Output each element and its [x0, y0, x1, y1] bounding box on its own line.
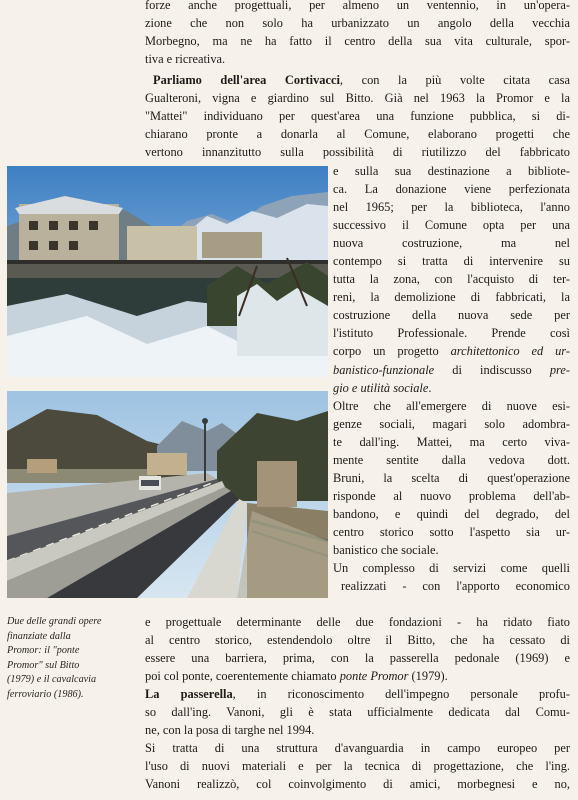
caption-line: finanziate dalla	[7, 630, 71, 642]
text-line	[333, 379, 570, 397]
text-run: di indiscusso	[434, 362, 550, 377]
text-line: Vanoni realizzò, col coinvolgimento di amici, morbegnesi e no,	[145, 777, 570, 792]
text-line: costruzione della nuova sede per	[333, 308, 570, 323]
text-line: vertono innanzitutto sulla possibilità di riutilizzo del fabbricato	[145, 145, 570, 160]
text-line	[145, 71, 570, 89]
cortivacci-rest: , con la più volte citata casa	[339, 73, 570, 87]
italic-run: pre-	[549, 362, 570, 377]
passerella-lead: La passerella	[145, 687, 233, 702]
right-column	[333, 162, 570, 595]
text-line: Si tratta di una struttura d'avanguardia in campo europeo per	[145, 741, 570, 756]
text-line: banistico che sociale.	[333, 542, 439, 557]
text-line: "Mattei" individuano per quest'area una funzione pubblica, si di-	[145, 109, 570, 124]
text-line: ca. La donazione viene perfezionata	[333, 182, 570, 197]
text-line: mente sentite dalla vedova dott.	[333, 452, 570, 467]
passerella-rest: , in riconoscimento dell'impegno personale profu-	[232, 687, 570, 702]
photo-ponte-promor	[7, 166, 328, 377]
text-line: l'uso di nuovi materiali e per la tecnica di progettazione, che l'ing.	[145, 759, 570, 774]
text-line	[333, 361, 570, 379]
text-line	[145, 667, 570, 685]
bottom-text	[145, 613, 570, 793]
text-line	[333, 342, 570, 360]
text-line: realizzati - con l'apporto economico	[341, 579, 570, 594]
text-line: e progettuale determinante delle due fondazioni - ha ridato fiato	[145, 615, 570, 629]
italic-run: banistico-funzionale	[333, 362, 435, 377]
text-line: Un complesso di servizi come quelli	[333, 561, 570, 576]
text-line: al centro storico, estendendolo oltre il Bitto, che ha cessato di	[145, 633, 570, 648]
text-run: (1979).	[408, 669, 448, 684]
text-line: Morbegno, ma ne ha fatto il centro della sua vita culturale, spor-	[145, 34, 570, 49]
intro-paragraph	[145, 0, 570, 68]
text-line: so dall'ing. Vanoni, gli è stata ufficialmente dedicata dal Comu-	[145, 705, 570, 720]
text-line: nel 1965; per la biblioteca, l'anno	[333, 200, 570, 215]
text-line: genze sociali, magari solo adombra-	[333, 416, 570, 431]
text-line	[145, 685, 570, 703]
text-line: tutta la zona, con l'acquisto di ter-	[333, 272, 570, 287]
text-line: chiarano pronte a donarla al Comune, elaborano progetti che	[145, 127, 570, 142]
text-line: reni, la demolizione di fabbricati, la	[333, 290, 570, 305]
photo-cavalcavia-image	[7, 391, 328, 598]
caption-line: Promor" sul Bitto	[7, 659, 80, 671]
photo-cavalcavia	[7, 391, 328, 598]
caption-line: (1979) e il cavalcavia	[7, 674, 97, 686]
text-line: successivo il Comune opta per una	[333, 218, 570, 233]
text-line: contempo si tratta di intervenire su	[333, 254, 570, 269]
photo-ponte-promor-image	[7, 166, 328, 377]
text-run: .	[428, 380, 432, 395]
cortivacci-paragraph	[145, 71, 570, 161]
text-line: l'istituto Professionale. Prende così	[333, 326, 570, 341]
caption-line: Due delle grandi opere	[7, 616, 102, 627]
text-run: poi col ponte, coerentemente chiamato	[145, 669, 340, 684]
text-line: ne, con la posa di targhe nel 1994.	[145, 723, 315, 738]
text-line: Oltre che all'emergere di nuove esi-	[333, 398, 570, 413]
photo-caption	[7, 615, 135, 703]
text-line: bandono, e quindi del degrado, del	[333, 506, 570, 521]
italic-run: gio e utilità sociale	[333, 380, 429, 395]
text-line: centro storico sotto l'aspetto sia ur-	[333, 524, 570, 539]
text-line: te dall'ing. Mattei, ma certo viva-	[333, 434, 570, 449]
text-line: essere una barriera, prima, con la passerella pedonale (1969) e	[145, 651, 570, 666]
text-line: Bruni, la scelta di quest'operazione	[333, 470, 570, 485]
text-line: zione che non solo ha urbanizzato un angolo della vecchia	[145, 16, 570, 31]
text-line: risponde al nuovo problema dell'ab-	[333, 488, 570, 503]
text-line: Gualteroni, vigna e giardino sul Bitto. Già nel 1963 la Promor e la	[145, 91, 570, 106]
text-line: forze anche progettuali, per almeno un ventennio, in un'opera-	[145, 0, 570, 12]
italic-run: architettonico ed ur-	[450, 344, 571, 359]
cortivacci-lead: Parliamo dell'area Cortivacci	[153, 73, 340, 87]
italic-run: ponte Promor	[339, 669, 409, 684]
text-line: e sulla sua destinazione a bibliote-	[333, 164, 570, 178]
text-run: corpo un progetto	[333, 344, 451, 359]
caption-line: Promor: il "ponte	[7, 645, 80, 657]
caption-line: ferroviario (1986).	[7, 688, 84, 700]
text-line: nuova costruzione, ma nel	[333, 236, 570, 251]
text-line: tiva e ricreativa.	[145, 52, 226, 67]
